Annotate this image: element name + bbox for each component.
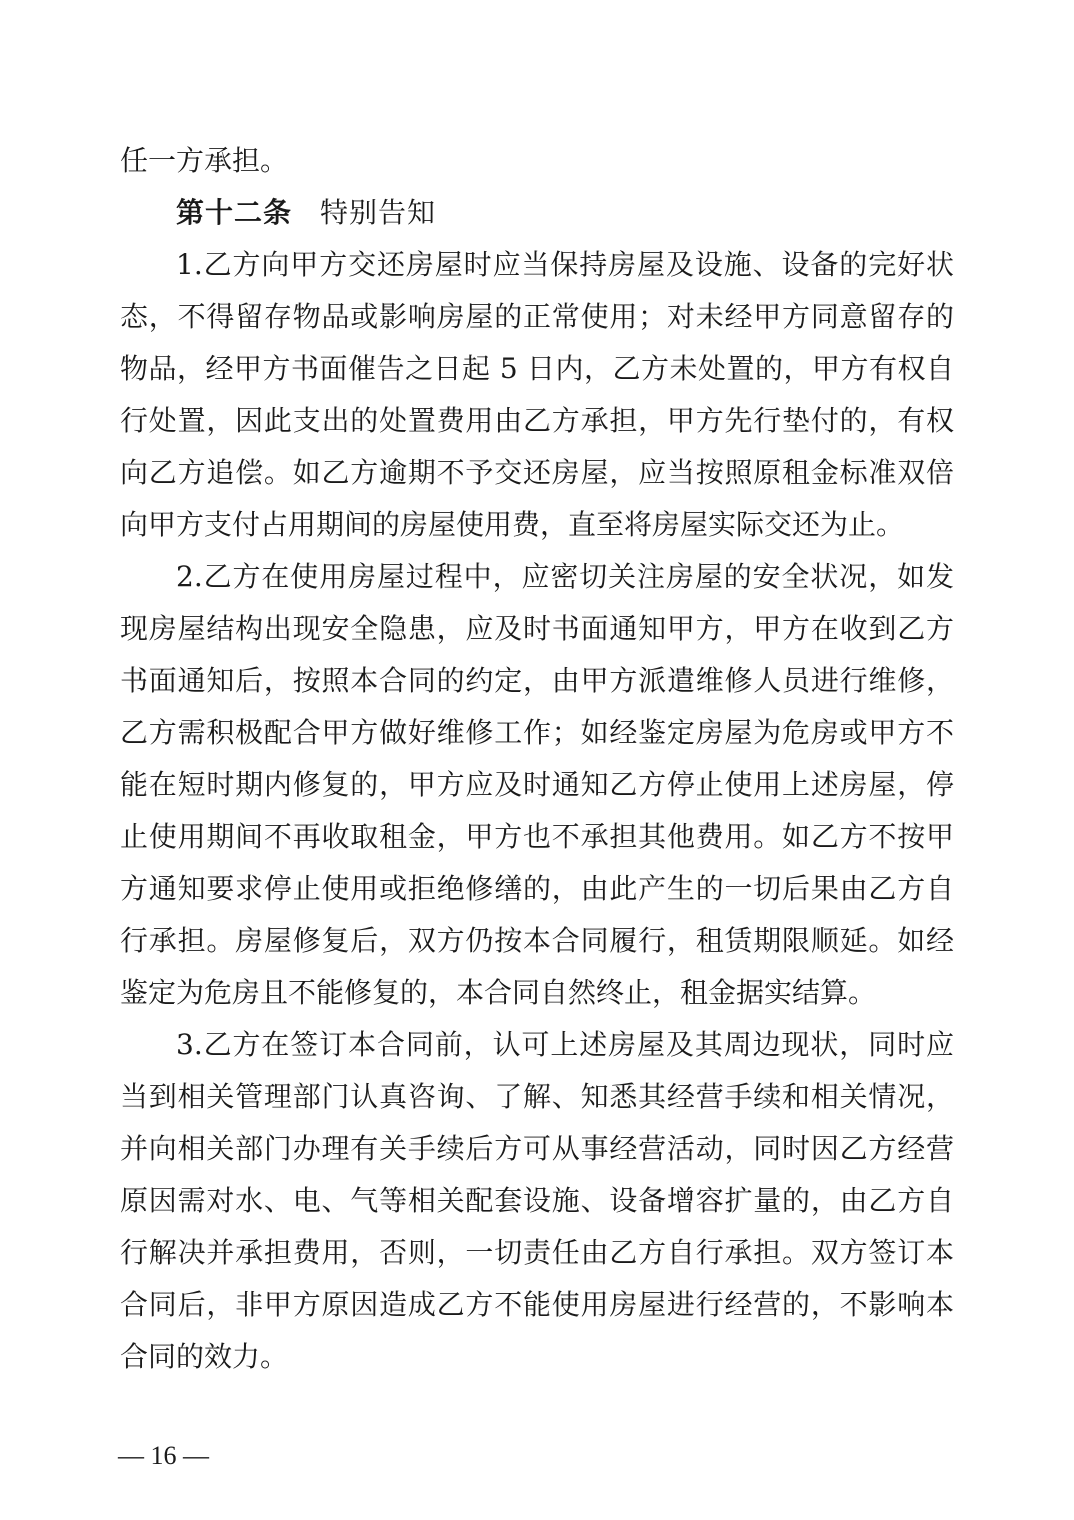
paragraph-line: 合同的效力。: [120, 1340, 289, 1373]
section-number: 第十二条: [176, 196, 293, 229]
paragraph-line: 2.乙方在使用房屋过程中，应密切关注房屋的安全状况，如发: [176, 560, 954, 593]
paragraph-line: 态，不得留存物品或影响房屋的正常使用；对未经甲方同意留存的: [120, 300, 954, 333]
section-heading: [120, 187, 954, 239]
page-number: — 16 —: [118, 1441, 209, 1470]
paragraph-line: 书面通知后，按照本合同的约定，由甲方派遣维修人员进行维修，: [120, 664, 954, 697]
paragraph-line: 1.乙方向甲方交还房屋时应当保持房屋及设施、设备的完好状: [176, 248, 954, 281]
paragraph-line: 行处置，因此支出的处置费用由乙方承担，甲方先行垫付的，有权: [120, 404, 954, 437]
section-title: 特别告知: [320, 196, 437, 229]
paragraph-line: 方通知要求停止使用或拒绝修缮的，由此产生的一切后果由乙方自: [120, 872, 954, 905]
paragraph-line: 行解决并承担费用，否则，一切责任由乙方自行承担。双方签订本: [120, 1236, 954, 1269]
paragraph-1: [120, 239, 954, 551]
paragraph-line: 向甲方支付占用期间的房屋使用费，直至将房屋实际交还为止。: [120, 508, 905, 541]
paragraph-3: [120, 1019, 954, 1383]
paragraph-line: 物品，经甲方书面催告之日起 5 日内，乙方未处置的，甲方有权自: [120, 352, 954, 385]
paragraph-line: 合同后，非甲方原因造成乙方不能使用房屋进行经营的，不影响本: [120, 1288, 954, 1321]
paragraph-line: 能在短时期内修复的，甲方应及时通知乙方停止使用上述房屋，停: [120, 768, 954, 801]
paragraph-line: 当到相关管理部门认真咨询、了解、知悉其经营手续和相关情况，: [120, 1080, 954, 1113]
paragraph-line: 并向相关部门办理有关手续后方可从事经营活动，同时因乙方经营: [120, 1132, 954, 1165]
document-body: [120, 135, 954, 1383]
paragraph-line: 行承担。房屋修复后，双方仍按本合同履行，租赁期限顺延。如经: [120, 924, 954, 957]
paragraph-line: 鉴定为危房且不能修复的，本合同自然终止，租金据实结算。: [120, 976, 877, 1009]
intro-line: 任一方承担。: [120, 144, 289, 177]
paragraph-line: 原因需对水、电、气等相关配套设施、设备增容扩量的，由乙方自: [120, 1184, 954, 1217]
paragraph-line: 现房屋结构出现安全隐患，应及时书面通知甲方，甲方在收到乙方: [120, 612, 954, 645]
paragraph-2: [120, 551, 954, 1019]
paragraph-line: 止使用期间不再收取租金，甲方也不承担其他费用。如乙方不按甲: [120, 820, 954, 853]
paragraph-line: 乙方需积极配合甲方做好维修工作；如经鉴定房屋为危房或甲方不: [120, 716, 954, 749]
paragraph-line: 向乙方追偿。如乙方逾期不予交还房屋，应当按照原租金标准双倍: [120, 456, 954, 489]
paragraph-line: 3.乙方在签订本合同前，认可上述房屋及其周边现状，同时应: [176, 1028, 954, 1061]
